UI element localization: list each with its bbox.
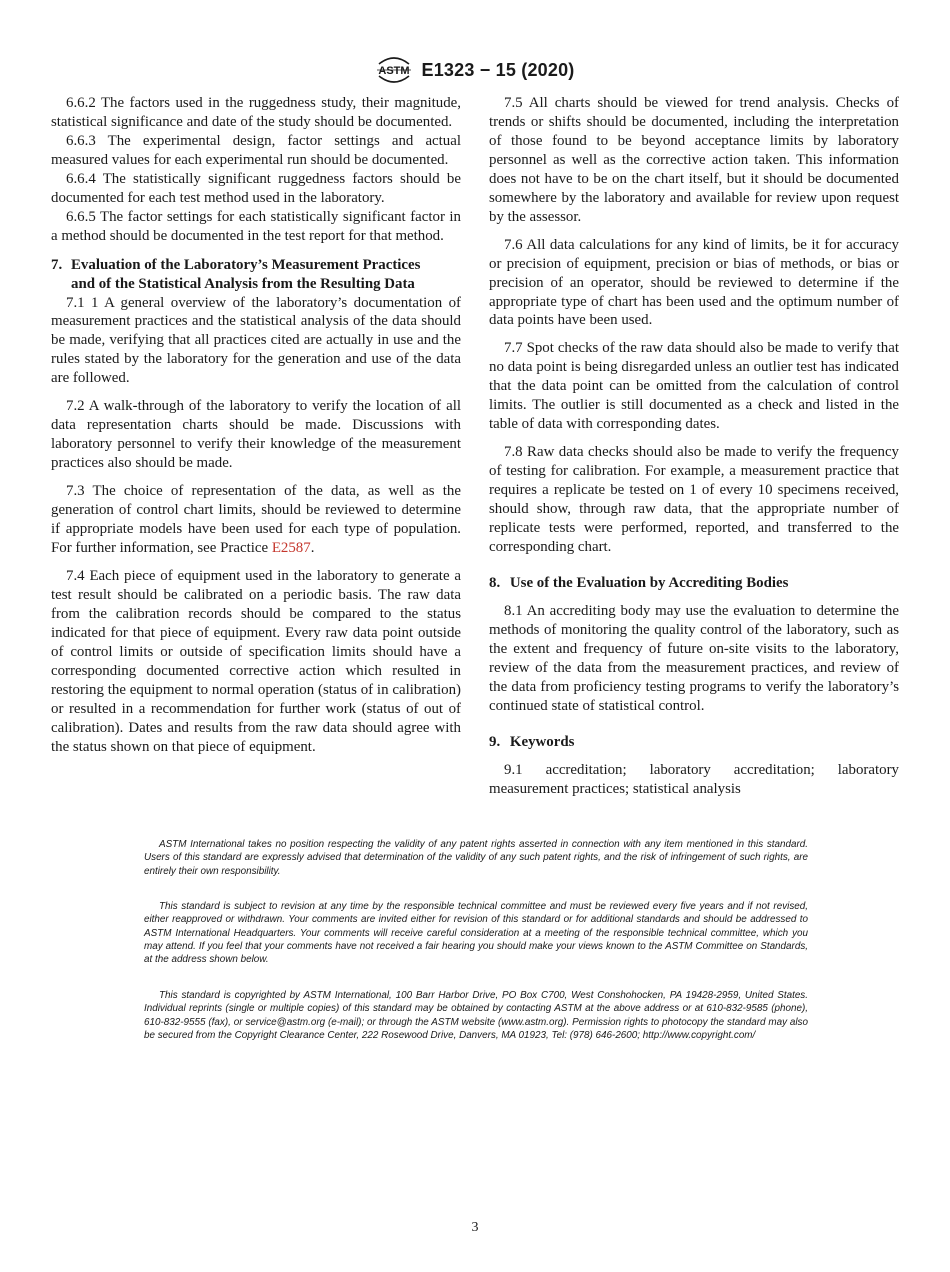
astm-logo-icon (375, 54, 413, 86)
section-9-number: 9. (489, 733, 501, 750)
paragraph-6-6-4: 6.6.4 The statistically significant ruggedness factors should be documented for each test method used in the laboratory. (51, 170, 461, 206)
right-column (489, 94, 899, 798)
paragraph-7-3 (51, 482, 461, 558)
paragraph-6-6-2: 6.6.2 The factors used in the ruggedness study, their magnitude, statistical significance and date of the study should be documented. (51, 95, 461, 130)
left-column (51, 94, 461, 756)
copyright-notice: This standard is copyrighted by ASTM International, 100 Barr Harbor Drive, PO Box C700, West Conshohocken, PA 19428-2959, United States. Individual reprints (single or multiple copies) of this standard may be obtained by contacting ASTM at the above address or at 610-832-9585 (phone), 610-832-9555 (fax), or service@astm.org (e-mail); or through the ASTM website (www.astm.org). Permission rights to photocopy the standard may also be secured from the Copyright Clearance Center, 222 Rosewood Drive, Danvers, MA 01923, Tel: (978) 646-2600; http://www.copyright.com/ (144, 990, 808, 1041)
revision-notice: This standard is subject to revision at any time by the responsible technical committee and must be reviewed every five years and if not revised, either reapproved or withdrawn. Your comments are invited either for revision of this standard or for additional standards and should be addressed to ASTM International Headquarters. Your comments will receive careful consideration at a meeting of the responsible technical committee, which you may attend. If you feel that your comments have not received a fair hearing you should make your views known to the ASTM Committee on Standards, at the address shown below. (144, 901, 808, 966)
section-8-heading (489, 574, 899, 593)
paragraph-7-5: 7.5 All charts should be viewed for trend analysis. Checks of trends or shifts should be documented, including the interpretation of those found to be beyond acceptance limits by laboratory personnel as well as the corrective action taken. This information does not have to be on the chart itself, but it should be documented somewhere by the laboratory and available for review upon request by the assessor. (489, 95, 899, 225)
section-9-title: Keywords (509, 733, 575, 750)
paragraph-7-8: 7.8 Raw data checks should also be made to verify the frequency of testing for calibration. For example, a measurement practice that requires a replicate be tested on 1 of every 10 specimens received, should show, through raw data, that the appropriate number of replicate tests were performed, reported, and transferred to the corresponding chart. (489, 444, 899, 555)
section-8-title: Use of the Evaluation by Accrediting Bodies (509, 574, 789, 591)
section-7-title-line2: and of the Statistical Analysis from the Resulting Data (71, 275, 415, 292)
page-header (0, 53, 950, 87)
patent-notice: ASTM International takes no position respecting the validity of any patent rights asserted in connection with any item mentioned in this standard. Users of this standard are expressly advised that determination of the validity of any such patent rights, and the risk of infringement of such rights, are entirely their own responsibility. (144, 839, 808, 877)
section-7-number: 7. (51, 256, 63, 273)
paragraph-7-2: 7.2 A walk-through of the laboratory to verify the location of all data representation charts should be made. Discussions with laboratory personnel to verify their knowledge of the measurement practices also should be made. (51, 398, 461, 472)
paragraph-8-1: 8.1 An accrediting body may use the evaluation to determine the methods of monitoring the quality control of the laboratory, such as the extent and frequency of future on-site visits to the laboratory, review of the data from the measurement practices, and review of the data from proficiency testing programs to verify the laboratory’s continued state of statistical control. (489, 602, 899, 714)
section-9-heading (489, 733, 899, 752)
paragraph-7-4: 7.4 Each piece of equipment used in the laboratory to generate a test result should be calibrated on a periodic basis. The raw data from the calibration records should be compared to the status indicated for that piece of equipment. Every raw data point outside of control limits or outside of specification limits should have a corresponding documented corrective action which resulted in restoring the equipment to normal operation (status of in calibration) or resulted in a recommendation for further work (status of out of calibration). Dates and results from the raw data should agree with the status shown on that piece of equipment. (51, 567, 461, 755)
paragraph-7-6: 7.6 All data calculations for any kind of limits, be it for accuracy or precision of equipment, precision or bias of methods, or bias or precision of an operator, should be reviewed to determine if the appropriate type of chart has been used and the optimum number of data points have been used. (489, 236, 899, 329)
practice-e2587-link[interactable]: E2587 (271, 539, 311, 556)
paragraph-7-7: 7.7 Spot checks of the raw data should also be made to verify that no data point is being disregarded unless an outlier test has indicated that the data point can be omitted from the calculation of control limits. The outlier is still documented as a check and listed in the table of data with corresponding dates. (489, 340, 899, 433)
document-designation: E1323 − 15 (2020) (421, 59, 575, 80)
svg-text:ASTM: ASTM (378, 65, 411, 77)
paragraph-7-3-end: . (310, 539, 315, 556)
section-8-number: 8. (489, 574, 501, 591)
page-number: 3 (471, 1220, 479, 1235)
section-7-heading (51, 256, 461, 294)
paragraph-9-1: 9.1 accreditation; laboratory accreditation; laboratory measurement practices; statistical analysis (489, 761, 899, 797)
section-7-title-line1: Evaluation of the Laboratory’s Measurement Practices (71, 256, 421, 273)
paragraph-7-1: 7.1 1 A general overview of the laboratory’s documentation of measurement practices and the statistical analysis of the data should be made, verifying that all practices cited are actually in use and the rules stated by the laboratory for the generation and use of the data are followed. (51, 294, 461, 387)
paragraph-6-6-3: 6.6.3 The experimental design, factor settings and actual measured values for each experimental run should be documented. (51, 132, 461, 168)
paragraph-7-3-text: 7.3 The choice of representation of the data, as well as the generation of control chart limits, should be reviewed to determine if appropriate models have been used for each type of population. For further information, see Practice (51, 483, 461, 556)
paragraph-6-6-5: 6.6.5 The factor settings for each statistically significant factor in a method should be documented in the test report for that method. (51, 208, 461, 244)
